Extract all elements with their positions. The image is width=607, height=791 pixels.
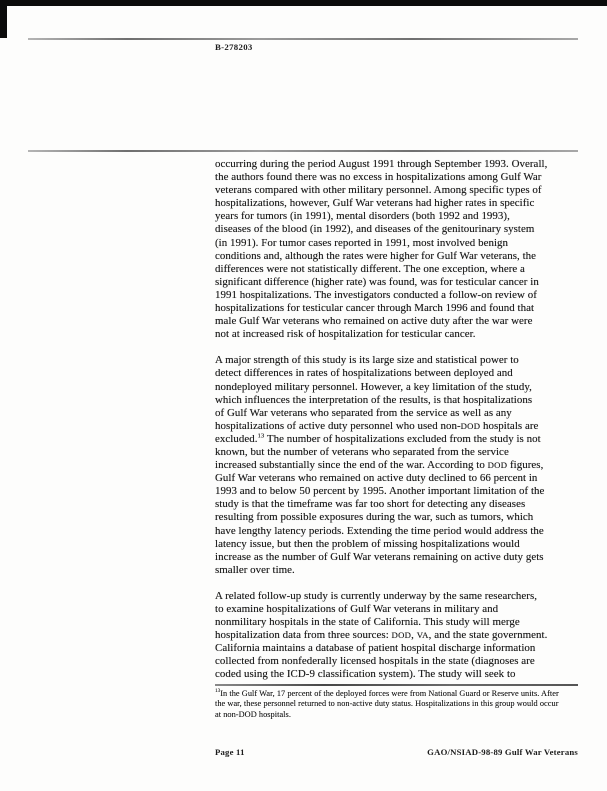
text-line: veterans compared with other military personnel. Among specific types of xyxy=(215,184,542,197)
text-line: male Gulf War veterans who remained on active duty after the war were xyxy=(215,315,533,328)
paragraph-3 xyxy=(215,590,587,682)
paragraph-1 xyxy=(215,158,587,341)
text-line: California maintains a database of patient hospital discharge information xyxy=(215,642,536,655)
text-line: the authors found there was no excess in hospitalizations among Gulf War xyxy=(215,171,542,184)
text-line: occurring during the period August 1991 through September 1993. Overall, xyxy=(215,158,548,170)
text-line: collected from nonfederally licensed hospitals in the state (diagnoses are xyxy=(215,655,535,668)
scan-artifact-left-strip xyxy=(0,0,7,38)
text-line: detect differences in rates of hospitalizations between deployed and xyxy=(215,367,513,380)
text-line: smaller over time. xyxy=(215,563,295,576)
text-line: A related follow-up study is currently underway by the same researchers, xyxy=(215,589,538,602)
text-line: resulting from possible exposures during the war, such as tumors, which xyxy=(215,511,534,524)
footnote xyxy=(215,689,587,720)
text-line: increased substantially since the end of the war. According to DOD figures, xyxy=(215,459,544,472)
text-line: $^{13}$In the Gulf War, 17 percent of the deployed forces were from National Guard or Reserve units. After xyxy=(215,688,559,698)
text-line: coded using the ICD-9 classification system). The study will seek to xyxy=(215,668,516,681)
text-line: significant difference (higher rate) was found, was for testicular cancer in xyxy=(215,275,539,288)
text-line: at non-DOD hospitals. xyxy=(215,709,291,719)
text-line: to examine hospitalizations of Gulf War veterans in military and xyxy=(215,603,499,615)
text-line: 1993 and to below 50 percent by 1995. Another important limitation of the xyxy=(215,485,545,498)
scan-artifact-top-bar xyxy=(0,0,607,6)
paragraph-2 xyxy=(215,354,587,577)
text-line: study is that the timeframe was far too short for detecting any diseases xyxy=(215,498,526,511)
text-line: latency issue, but then the problem of missing hospitalizations would xyxy=(215,537,520,550)
body-text xyxy=(215,158,587,682)
text-line: hospitalizations, however, Gulf War veterans had higher rates in specific xyxy=(215,197,535,210)
text-line: (in 1991). For tumor cases reported in 1991, most involved benign xyxy=(215,236,509,249)
footnote-reference: 13 xyxy=(215,688,221,695)
text-line: differences were not statistically different. The one exception, where a xyxy=(215,262,525,275)
small-caps-abbr: DOD xyxy=(391,630,412,641)
text-line: A major strength of this study is its large size and statistical power to xyxy=(215,354,519,367)
text-line: diseases of the blood (in 1992), and diseases of the genitourinary system xyxy=(215,223,535,236)
text-line: increase as the number of Gulf War veterans remaining on active duty gets xyxy=(215,550,544,563)
text-line: which influences the interpretation of the results, is that hospitalizations xyxy=(215,393,533,406)
text-line: the war, these personnel returned to non-active duty status. Hospitalizations in this group would occur xyxy=(215,699,559,709)
text-line: hospitalizations for testicular cancer through March 1996 and found that xyxy=(215,302,535,315)
section-rule xyxy=(28,150,578,152)
text-line: years for tumors (in 1991), mental disorders (both 1992 and 1993), xyxy=(215,210,510,223)
text-line: not at increased risk of hospitalization for testicular cancer. xyxy=(215,328,476,341)
text-line: known, but the number of veterans who separated from the service xyxy=(215,445,509,458)
report-id: GAO/NSIAD-98-89 Gulf War Veterans xyxy=(427,747,578,757)
small-caps-abbr: DOD xyxy=(487,460,508,471)
text-line: have lengthy latency periods. Extending the time period would address the xyxy=(215,524,544,537)
text-line: nonmilitary hospitals in the state of California. This study will merge xyxy=(215,616,520,629)
text-line: Gulf War veterans who remained on active duty declined to 66 percent in xyxy=(215,472,538,485)
report-number: B-278203 xyxy=(215,42,253,52)
text-line: 1991 hospitalizations. The investigators conducted a follow-on review of xyxy=(215,288,537,301)
text-line: of Gulf War veterans who separated from the service as well as any xyxy=(215,406,512,419)
footnote-reference: 13 xyxy=(257,432,265,440)
header-rule xyxy=(28,38,578,40)
small-caps-abbr: DOD xyxy=(460,420,481,431)
text-line: hospitalization data from three sources: DOD, VA, and the state government. xyxy=(215,629,548,642)
page-number: Page 11 xyxy=(215,747,245,757)
footnote-rule xyxy=(215,684,578,686)
small-caps-abbr: VA xyxy=(416,630,429,641)
text-line: hospitalizations of active duty personnel who used non-DOD hospitals are xyxy=(215,419,539,432)
text-line: excluded.$^{13}$ The number of hospitalizations excluded from the study is not xyxy=(215,432,541,445)
text-line: nondeployed military personnel. However, a key limitation of the study, xyxy=(215,380,532,393)
text-line: conditions and, although the rates were higher for Gulf War veterans, the xyxy=(215,249,537,262)
